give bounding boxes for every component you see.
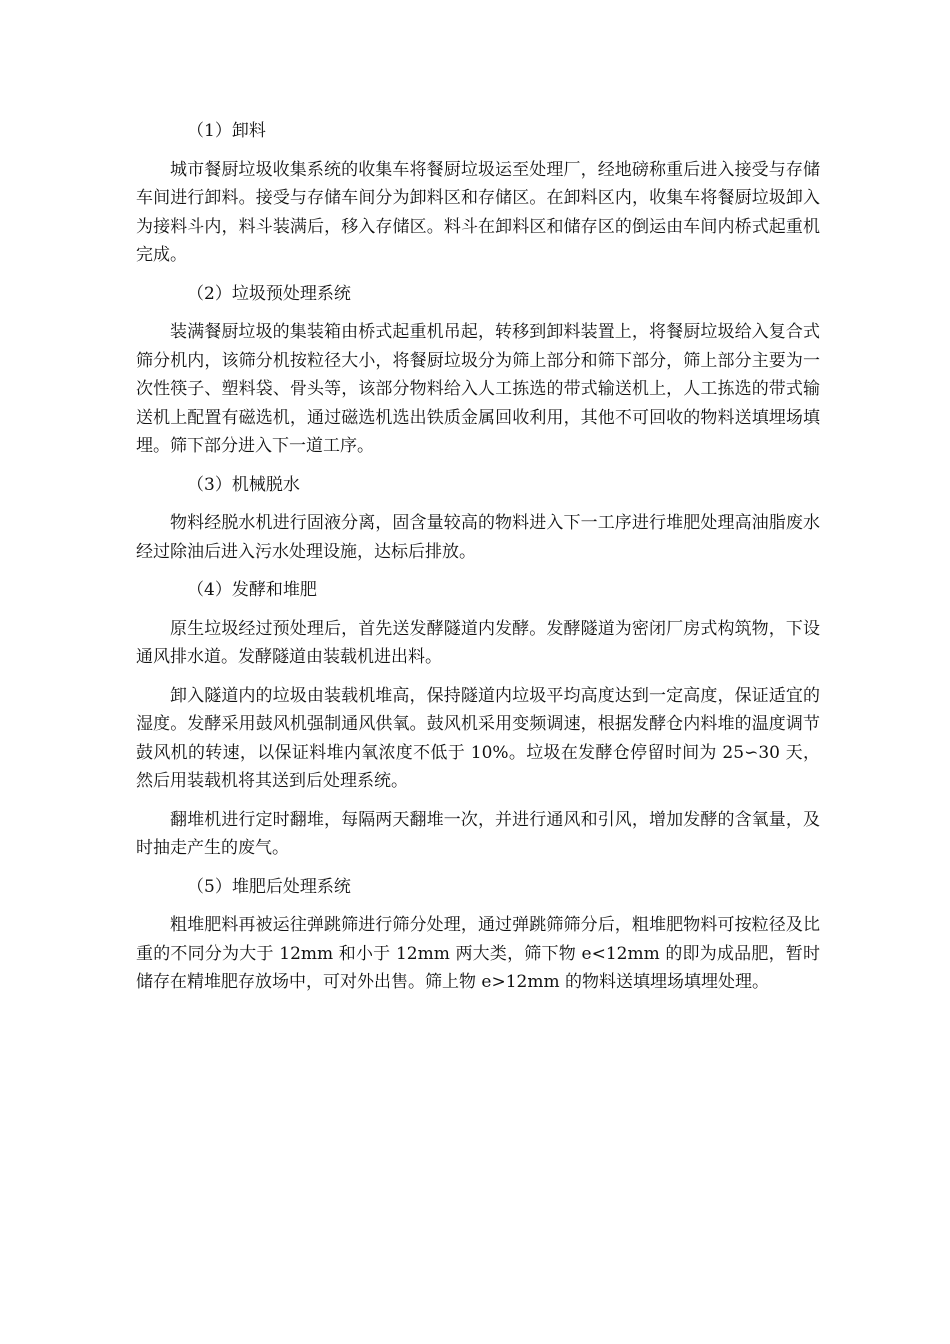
section-heading-unloading: （1）卸料 [187, 121, 266, 141]
paragraph-pretreatment: 装满餐厨垃圾的集装箱由桥式起重机吊起，转移到卸料装置上，将餐厨垃圾给入复合式筛分机内，该筛分机按粒径大小，将餐厨垃圾分为筛上部分和筛下部分，筛上部分主要为一次性筷子、塑料袋、骨头等，该部分物料给入人工拣选的带式输送机上，人工拣选的带式输送机上配置有磁选机，通过磁选机选出铁质金属回收利用，其他不可回收的物料送填埋场填埋。筛下部分进入下一道工序。 [136, 322, 820, 456]
section-heading-fermentation: （4）发酵和堆肥 [187, 580, 317, 600]
paragraph-unloading: 城市餐厨垃圾收集系统的收集车将餐厨垃圾运至处理厂，经地磅称重后进入接受与存储车间进行卸料。接受与存储车间分为卸料区和存储区。在卸料区内，收集车将餐厨垃圾卸入为接料斗内，料斗装满后，移入存储区。料斗在卸料区和储存区的倒运由车间内桥式起重机完成。 [136, 159, 820, 265]
section-heading-pretreatment: （2）垃圾预处理系统 [187, 283, 351, 304]
paragraph-fermentation-3: 翻堆机进行定时翻堆，每隔两天翻堆一次，并进行通风和引风，增加发酵的含氧量，及时抽走产生的废气。 [136, 809, 820, 858]
paragraph-fermentation-1: 原生垃圾经过预处理后，首先送发酵隧道内发酵。发酵隧道为密闭厂房式构筑物，下设通风排水道。发酵隧道由装载机进出料。 [136, 618, 820, 667]
section-heading-dewatering: （3）机械脱水 [187, 474, 300, 495]
paragraph-post-treatment: 粗堆肥料再被运往弹跳筛进行筛分处理，通过弹跳筛筛分后，粗堆肥物料可按粒径及比重的不同分为大于 12mm 和小于 12mm 两大类，筛下物 e<12mm 的即为成品肥，暂时储存在精堆肥存放场中，可对外出售。筛上物 e>12mm 的物料送填埋场填埋处理。 [136, 915, 820, 992]
paragraph-dewatering: 物料经脱水机进行固液分离，固含量较高的物料进入下一工序进行堆肥处理高油脂废水经过除油后进入污水处理设施，达标后排放。 [136, 513, 820, 562]
section-heading-post-treatment: （5）堆肥后处理系统 [187, 876, 351, 897]
paragraph-fermentation-2: 卸入隧道内的垃圾由装载机堆高，保持隧道内垃圾平均高度达到一定高度，保证适宜的湿度。发酵采用鼓风机强制通风供氧。鼓风机采用变频调速，根据发酵仓内料堆的温度调节鼓风机的转速，以保证料堆内氧浓度不低于 10%。垃圾在发酵仓停留时间为 25∽30 天，然后用装载机将其送到后处理系统。 [136, 685, 820, 791]
document-body [136, 117, 820, 1007]
